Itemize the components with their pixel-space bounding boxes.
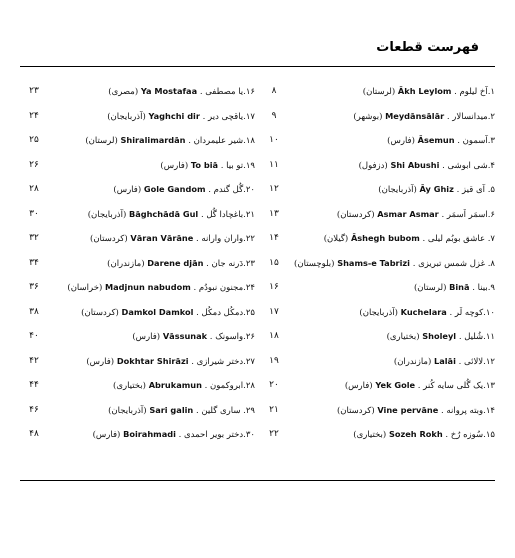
toc-entry: [20, 203, 255, 228]
toc-entry-title: [394, 354, 495, 369]
persian-title: ۱۵.سُوزه رُخ .: [445, 430, 495, 440]
latin-title: Āsemun: [417, 135, 455, 145]
toc-entry-title: [387, 329, 495, 344]
region-label: (بختیاری): [386, 332, 420, 342]
toc-entry-title: [294, 256, 495, 271]
persian-title: ۱۹.تو بیا .: [220, 160, 255, 171]
toc-entry-title: [337, 207, 495, 222]
toc-left-column: [20, 80, 255, 448]
persian-title: ۴.شی ابوشی .: [442, 160, 495, 171]
persian-title: ۲۶.واسونک .: [209, 332, 255, 342]
region-label: (آذربایجان): [359, 307, 398, 318]
toc-entry: [260, 350, 495, 375]
page-number: ۱۶: [269, 282, 279, 292]
toc-entry-title: [67, 280, 255, 295]
region-label: (بوشهر): [353, 111, 383, 122]
page-number: ۳۶: [29, 282, 39, 292]
latin-title: Kuchelara: [400, 306, 447, 317]
persian-title: ۱۱.شُلیل .: [458, 332, 495, 342]
region-label: (فارس): [387, 136, 415, 146]
persian-title: ۲۳.دَرنه جان .: [206, 258, 255, 269]
latin-title: Sari galin: [149, 404, 194, 415]
page-number: ۳۸: [29, 306, 39, 317]
toc-entry-title: [359, 305, 495, 320]
persian-title: ۲۱.باغچادا گُل .: [200, 209, 255, 220]
page-number: ۸: [271, 86, 277, 96]
latin-title: Meydānsālār: [385, 110, 445, 121]
persian-title: ۲.میدانسالار .: [446, 111, 495, 122]
toc-entry: [260, 423, 495, 448]
toc-entry: [20, 399, 255, 424]
persian-title: ۱۶.یا مصطفی .: [199, 87, 255, 97]
region-label: (لرستان): [413, 283, 447, 293]
persian-title: ۲۰.گُل گندم .: [208, 185, 255, 195]
page-number: ۱۴: [269, 233, 279, 243]
persian-title: ۱۸.شیر علیمردان .: [188, 136, 255, 146]
page-number: ۴۶: [29, 404, 39, 415]
toc-entry-title: [107, 256, 255, 271]
toc-entry-title: [337, 403, 495, 418]
persian-title: ۹.بینا .: [472, 283, 495, 293]
latin-title: Damkol Damkol: [121, 306, 194, 317]
latin-title: Asmar Asmar: [377, 208, 439, 219]
toc-entry-title: [81, 305, 255, 320]
latin-title: Dokhtar Shirāzi: [116, 355, 189, 366]
toc-entry-title: [353, 427, 495, 442]
toc-entry-title: [345, 378, 495, 393]
page-number: ۴۸: [29, 429, 39, 439]
toc-entry: [260, 325, 495, 350]
region-label: (مازندران): [107, 258, 145, 269]
toc-entry-title: [107, 109, 255, 124]
latin-title: Shi Abushi: [390, 159, 440, 170]
region-label: (آذربایجان): [378, 185, 417, 195]
page-number: ۱۳: [269, 208, 279, 219]
toc-entry: [20, 423, 255, 448]
toc-entry: [20, 252, 255, 277]
region-label: (آذربایجان): [87, 209, 127, 220]
toc-entry: [260, 399, 495, 424]
persian-title: ۲۲.واران وارانه .: [196, 234, 255, 244]
persian-title: ۱.آخ لیلوم .: [454, 87, 495, 97]
toc-entry-title: [132, 329, 255, 344]
toc-entry-title: [353, 109, 495, 124]
page-number: ۴۴: [29, 380, 39, 390]
region-label: (آذربایجان): [108, 405, 147, 416]
latin-title: Vāssunak: [162, 331, 208, 341]
toc-entry-title: [113, 378, 255, 393]
toc-entry: [20, 105, 255, 130]
persian-title: ۱۴.وبته پروانه .: [441, 405, 495, 416]
region-label: (کردستان): [81, 307, 119, 318]
toc-entry: [20, 374, 255, 399]
region-label: (کردستان): [90, 234, 128, 244]
toc-entry-title: [414, 280, 495, 295]
toc-entry: [20, 350, 255, 375]
page-number: ۳۰: [29, 208, 39, 219]
toc-entry-title: [359, 158, 495, 173]
region-label: (بلوچستان): [294, 258, 335, 269]
latin-title: Shams-e Tabrizi: [337, 257, 410, 268]
page-number: ۹: [271, 110, 277, 121]
region-label: (آذربایجان): [107, 111, 146, 122]
persian-title: ۳۰.دختر بویر احمدی .: [178, 430, 255, 440]
region-label: (لرستان): [85, 136, 118, 146]
persian-title: ۶.اسمَر اَسمَر .: [441, 209, 495, 220]
top-divider: [20, 66, 495, 67]
region-label: (فارس): [92, 430, 121, 440]
persian-title: ۱۲.لالائی .: [458, 356, 495, 367]
latin-title: Āy Ghiz: [419, 184, 454, 194]
persian-title: ۱۷.یاقچی دیر .: [202, 111, 255, 122]
latin-title: Sozeh Rokh: [388, 429, 443, 439]
persian-title: ۲۹. ساری گلین .: [195, 405, 255, 416]
latin-title: To biā: [190, 159, 219, 170]
region-label: (فارس): [113, 185, 142, 195]
toc-entry: [260, 227, 495, 252]
persian-title: ۲۸.ابروکمون .: [204, 381, 255, 391]
toc-entry-title: [85, 133, 255, 148]
latin-title: Āshegh bubom: [350, 233, 420, 243]
latin-title: Sholeyl: [422, 331, 457, 341]
page-number: ۲۵: [29, 135, 39, 145]
page-number: ۲۲: [269, 429, 279, 439]
toc-entry: [260, 252, 495, 277]
region-label: (فارس): [160, 160, 189, 171]
bottom-divider: [20, 480, 495, 481]
region-label: (لرستان): [362, 87, 396, 97]
toc-entry-title: [324, 231, 495, 246]
toc-entry: [20, 178, 255, 203]
region-label: (دزفول): [358, 160, 388, 171]
latin-title: Lalāi: [434, 355, 456, 366]
page-number: ۱۵: [269, 257, 279, 268]
latin-title: Ākh Leylom: [397, 86, 452, 96]
toc-entry-title: [378, 182, 495, 197]
toc-entry: [260, 154, 495, 179]
toc-entry: [20, 154, 255, 179]
latin-title: Gole Gandom: [143, 184, 206, 194]
toc-entry: [20, 227, 255, 252]
region-label: (فارس): [86, 356, 115, 367]
region-label: (بختیاری): [353, 430, 387, 440]
latin-title: Bāghchādā Gul: [128, 208, 199, 219]
toc-entry: [260, 203, 495, 228]
page-number: ۱۹: [269, 355, 279, 366]
page-number: ۲۰: [269, 380, 279, 390]
toc-entry-title: [88, 207, 255, 222]
toc-entry-title: [160, 158, 255, 173]
toc-entry-title: [90, 231, 255, 246]
persian-title: ۱۰.کوچه لَر .: [449, 307, 495, 318]
toc-entry: [20, 301, 255, 326]
region-label: (بختیاری): [113, 381, 146, 391]
region-label: (کردستان): [336, 209, 375, 220]
toc-entry: [20, 325, 255, 350]
persian-title: ۲۷.دختر شیرازی .: [191, 356, 255, 367]
persian-title: ۲۴.مجنون نبودُم .: [193, 283, 255, 293]
toc-entry-title: [108, 84, 255, 99]
page-number: ۳۲: [29, 233, 39, 243]
toc-entry: [260, 129, 495, 154]
page-number: ۲۸: [29, 184, 39, 194]
toc-entry: [260, 80, 495, 105]
region-label: (گیلان): [323, 234, 349, 244]
page-number: ۲۴: [29, 110, 39, 121]
persian-title: ۳.آسمون .: [457, 136, 495, 146]
toc-entry: [20, 129, 255, 154]
page-number: ۲۶: [29, 159, 39, 170]
page-number: ۱۸: [269, 331, 279, 341]
toc-entry: [260, 105, 495, 130]
toc-entry-title: [387, 133, 495, 148]
page-number: ۲۳: [29, 86, 39, 96]
toc-entry: [260, 276, 495, 301]
toc-entry-title: [86, 354, 255, 369]
toc-entry-title: [93, 427, 255, 442]
page-number: ۱۰: [269, 135, 279, 145]
persian-title: ۷. عاشق بوبُم لیلی .: [422, 234, 495, 244]
latin-title: Binā: [449, 282, 470, 292]
page-number: ۱۲: [269, 184, 279, 194]
latin-title: Ya Mostafaa: [140, 86, 198, 96]
toc-entry: [20, 276, 255, 301]
toc-entry: [260, 374, 495, 399]
region-label: (مازندران): [393, 356, 432, 367]
persian-title: ۲۵.دمکُل دمکُل .: [196, 307, 255, 318]
toc-entry: [260, 301, 495, 326]
page-number: ۴۰: [29, 331, 39, 341]
region-label: (خراسان): [67, 283, 103, 293]
page-number: ۴۲: [29, 355, 39, 366]
latin-title: Abrukamun: [148, 380, 202, 390]
latin-title: Shiralimardān: [120, 135, 186, 145]
page-number: ۱۷: [269, 306, 279, 317]
toc-entry-title: [108, 403, 255, 418]
region-label: (مصری): [108, 87, 139, 97]
latin-title: Boirahmadi: [123, 429, 176, 439]
latin-title: Yek Gole: [375, 380, 416, 390]
persian-title: ۸. غزل شمس تبریزی .: [412, 258, 495, 269]
latin-title: Yaghchi dir: [148, 110, 200, 121]
latin-title: Vine pervāne: [377, 404, 439, 415]
page-number: ۱۱: [269, 159, 279, 170]
latin-title: Madjnun nabudom: [104, 282, 191, 292]
toc-entry: [20, 80, 255, 105]
toc-right-column: [260, 80, 495, 448]
latin-title: Darene djān: [147, 257, 204, 268]
persian-title: ۱۳.یک گُلی سایه کُنر .: [417, 381, 495, 391]
toc-entry-title: [363, 84, 495, 99]
region-label: (کردستان): [336, 405, 375, 416]
region-label: (فارس): [344, 381, 373, 391]
toc-entry-title: [113, 182, 255, 197]
persian-title: ۵. آی قیز .: [456, 185, 495, 195]
page-title: فهرست قطعات: [376, 40, 479, 55]
toc-entry: [260, 178, 495, 203]
page-number: ۲۱: [269, 404, 279, 415]
region-label: (فارس): [132, 332, 161, 342]
latin-title: Vāran Vārāne: [130, 233, 194, 243]
page-number: ۳۴: [29, 257, 39, 268]
